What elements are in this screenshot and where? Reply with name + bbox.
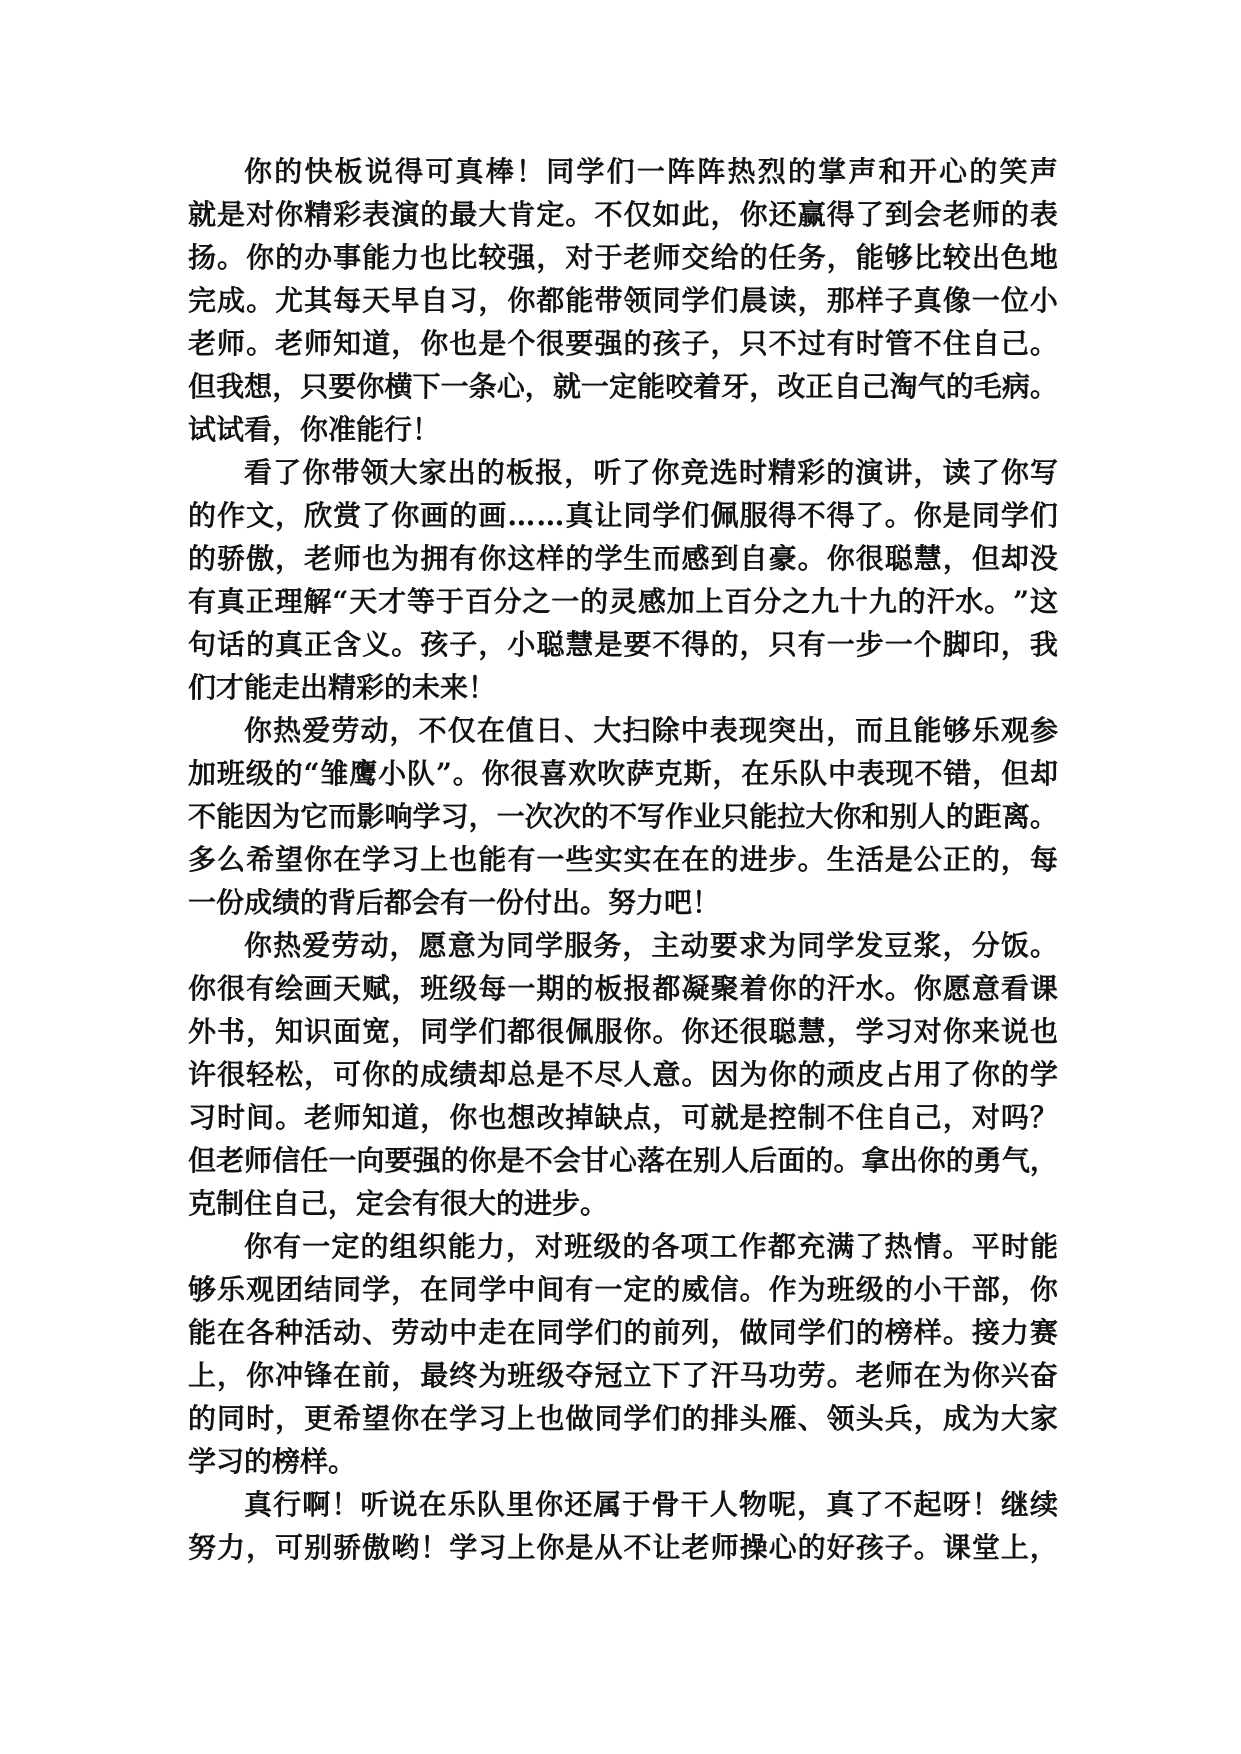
- text-line: 有 真 正 理 解 “ 天 才 等 于 百 分 之 一 的 灵 感 加 上 百 分 之 九 十 九 的 汗 水 。 ” 这: [188, 585, 1058, 618]
- text-line: 但 老 师 信 任 一 向 要 强 的 你 是 不 会 甘 心 落 在 别 人 后 面 的 。 拿 出 你 的 勇 气 ，: [188, 1144, 1058, 1177]
- text-line: 学习的榜样。: [188, 1445, 357, 1478]
- text-line: 们才能走出精彩的未来！: [188, 671, 497, 704]
- text-line: 真 行 啊 ！ 听 说 在 乐 队 里 你 还 属 于 骨 干 人 物 呢 ， 真 了 不 起 呀 ！ 继 续: [244, 1488, 1058, 1521]
- text-line: 一份成绩的背后都会有一份付出。努力吧！: [188, 886, 721, 919]
- text-line: 够 乐 观 团 结 同 学 ， 在 同 学 中 间 有 一 定 的 威 信 。 作 为 班 级 的 小 干 部 ， 你: [188, 1273, 1058, 1306]
- text-line: 你 有 一 定 的 组 织 能 力 ， 对 班 级 的 各 项 工 作 都 充 满 了 热 情 。 平 时 能: [244, 1230, 1058, 1263]
- text-line: 努 力 ， 可 别 骄 傲 哟 ！ 学 习 上 你 是 从 不 让 老 师 操 心 的 好 孩 子 。 课 堂 上 ，: [188, 1531, 1058, 1564]
- text-line: 你 的 快 板 说 得 可 真 棒 ！ 同 学 们 一 阵 阵 热 烈 的 掌 声 和 开 心 的 笑 声: [244, 155, 1058, 188]
- text-line: 但 我 想 ， 只 要 你 横 下 一 条 心 ， 就 一 定 能 咬 着 牙 ， 改 正 自 己 淘 气 的 毛 病 。: [188, 370, 1058, 403]
- text-line: 你 热 爱 劳 动 ， 愿 意 为 同 学 服 务 ， 主 动 要 求 为 同 学 发 豆 浆 ， 分 饭 。: [244, 929, 1058, 962]
- text-line: 习 时 间 。 老 师 知 道 ， 你 也 想 改 掉 缺 点 ， 可 就 是 控 制 不 住 自 己 ， 对 吗 ？: [188, 1101, 1058, 1134]
- text-line: 你 很 有 绘 画 天 赋 ， 班 级 每 一 期 的 板 报 都 凝 聚 着 你 的 汗 水 。 你 愿 意 看 课: [188, 972, 1058, 1005]
- text-line: 上 ， 你 冲 锋 在 前 ， 最 终 为 班 级 夺 冠 立 下 了 汗 马 功 劳 。 老 师 在 为 你 兴 奋: [188, 1359, 1058, 1392]
- text-line: 看 了 你 带 领 大 家 出 的 板 报 ， 听 了 你 竞 选 时 精 彩 的 演 讲 ， 读 了 你 写: [244, 456, 1058, 489]
- text-line: 外 书 ， 知 识 面 宽 ， 同 学 们 都 很 佩 服 你 。 你 还 很 聪 慧 ， 学 习 对 你 来 说 也: [188, 1015, 1058, 1048]
- text-line: 的 骄 傲 ， 老 师 也 为 拥 有 你 这 样 的 学 生 而 感 到 自 豪 。 你 很 聪 慧 ， 但 却 没: [188, 542, 1058, 575]
- text-line: 你 热 爱 劳 动 ， 不 仅 在 值 日 、 大 扫 除 中 表 现 突 出 ， 而 且 能 够 乐 观 参: [244, 714, 1058, 747]
- text-line: 的 作 文 ， 欣 赏 了 你 画 的 画 … … 真 让 同 学 们 佩 服 得 不 得 了 。 你 是 同 学 们: [188, 499, 1058, 532]
- text-line: 许 很 轻 松 ， 可 你 的 成 绩 却 总 是 不 尽 人 意 。 因 为 你 的 顽 皮 占 用 了 你 的 学: [188, 1058, 1058, 1091]
- text-line: 不 能 因 为 它 而 影 响 学 习 ， 一 次 次 的 不 写 作 业 只 能 拉 大 你 和 别 人 的 距 离 。: [188, 800, 1058, 833]
- text-line: 能 在 各 种 活 动 、 劳 动 中 走 在 同 学 们 的 前 列 ， 做 同 学 们 的 榜 样 。 接 力 赛: [188, 1316, 1058, 1349]
- comment-text-block: [188, 150, 1058, 1569]
- text-line: 克制住自己，定会有很大的进步。: [188, 1187, 609, 1220]
- text-line: 就 是 对 你 精 彩 表 演 的 最 大 肯 定 。 不 仅 如 此 ， 你 还 赢 得 了 到 会 老 师 的 表: [188, 198, 1058, 231]
- text-line: 加 班 级 的 “ 雏 鹰 小 队 ” 。 你 很 喜 欢 吹 萨 克 斯 ， 在 乐 队 中 表 现 不 错 ， 但 却: [188, 757, 1058, 790]
- text-line: 完 成 。 尤 其 每 天 早 自 习 ， 你 都 能 带 领 同 学 们 晨 读 ， 那 样 子 真 像 一 位 小: [188, 284, 1058, 317]
- text-line: 试试看，你准能行！: [188, 413, 441, 446]
- text-line: 的 同 时 ， 更 希 望 你 在 学 习 上 也 做 同 学 们 的 排 头 雁 、 领 头 兵 ， 成 为 大 家: [188, 1402, 1058, 1435]
- text-line: 扬 。 你 的 办 事 能 力 也 比 较 强 ， 对 于 老 师 交 给 的 任 务 ， 能 够 比 较 出 色 地: [188, 241, 1058, 274]
- text-line: 句 话 的 真 正 含 义 。 孩 子 ， 小 聪 慧 是 要 不 得 的 ， 只 有 一 步 一 个 脚 印 ， 我: [188, 628, 1058, 661]
- text-line: 老 师 。 老 师 知 道 ， 你 也 是 个 很 要 强 的 孩 子 ， 只 不 过 有 时 管 不 住 自 己 。: [188, 327, 1058, 360]
- text-line: 多 么 希 望 你 在 学 习 上 也 能 有 一 些 实 实 在 在 的 进 步 。 生 活 是 公 正 的 ， 每: [188, 843, 1058, 876]
